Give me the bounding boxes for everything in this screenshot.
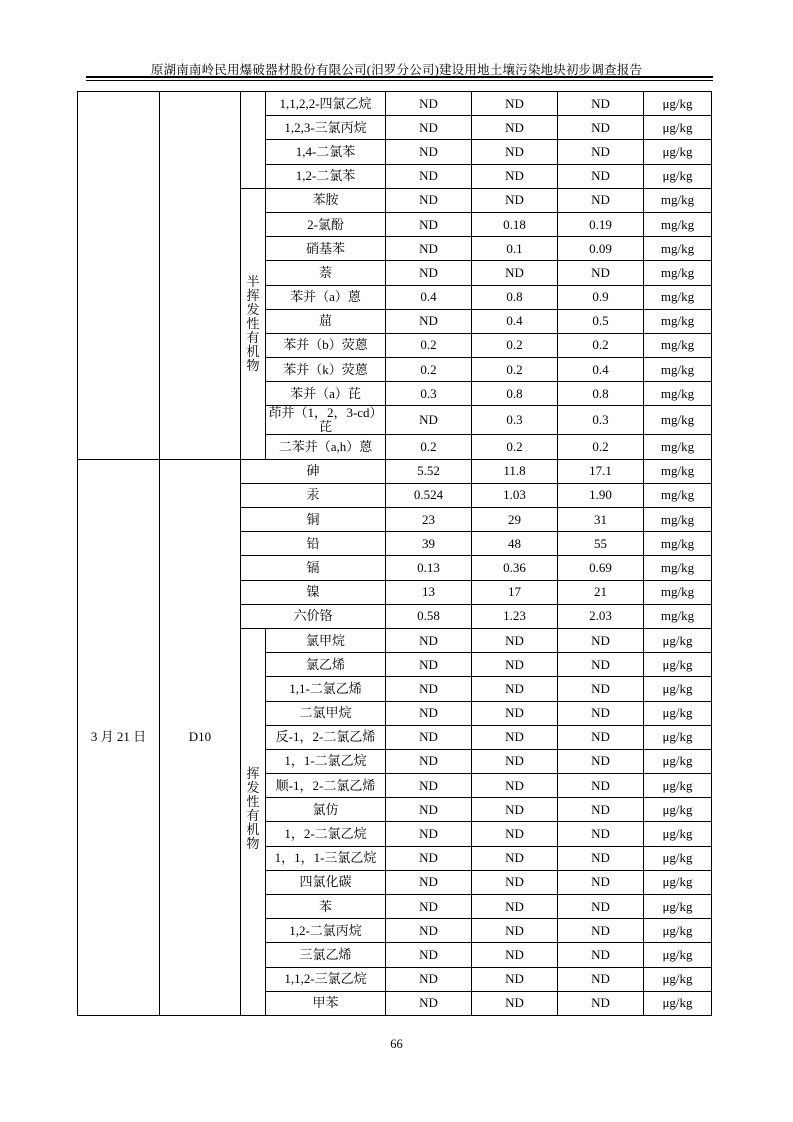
page-number: 66: [390, 1037, 403, 1051]
unit: mg/kg: [644, 435, 712, 459]
analyte-name: 镍: [241, 580, 386, 604]
header-rule-thin: [86, 80, 713, 81]
sample-value-2: 11.8: [472, 459, 558, 483]
sample-value-3: ND: [558, 991, 644, 1015]
analyte-name: 茚并（1，2，3-cd）芘: [266, 406, 386, 435]
sample-value-2: 0.2: [472, 358, 558, 382]
analyte-name: 二氯甲烷: [266, 701, 386, 725]
sample-value-3: ND: [558, 943, 644, 967]
point-cell: [160, 92, 241, 460]
category-label: 挥 发 性 有 机 物: [241, 628, 266, 1015]
sample-value-1: 0.58: [386, 604, 472, 628]
analyte-name: 六价铬: [241, 604, 386, 628]
sample-value-2: ND: [472, 967, 558, 991]
sample-value-1: ND: [386, 212, 472, 236]
sample-value-2: 0.2: [472, 333, 558, 357]
sample-value-1: ND: [386, 164, 472, 188]
sample-value-3: 0.19: [558, 212, 644, 236]
sample-value-1: ND: [386, 116, 472, 140]
unit: μg/kg: [644, 895, 712, 919]
unit: mg/kg: [644, 406, 712, 435]
analyte-name: 二苯并（a,h）蒽: [266, 435, 386, 459]
sample-value-3: ND: [558, 164, 644, 188]
analyte-name: 铅: [241, 532, 386, 556]
sample-value-3: 0.4: [558, 358, 644, 382]
sample-value-1: ND: [386, 919, 472, 943]
sample-value-3: 0.09: [558, 237, 644, 261]
unit: mg/kg: [644, 556, 712, 580]
sample-value-3: 0.2: [558, 333, 644, 357]
table-row: [78, 459, 712, 483]
category-label: 半 挥 发 性 有 机 物: [241, 188, 266, 459]
sample-value-2: 0.3: [472, 406, 558, 435]
unit: μg/kg: [644, 653, 712, 677]
sample-value-2: ND: [472, 846, 558, 870]
sample-value-1: ND: [386, 701, 472, 725]
sample-value-3: ND: [558, 749, 644, 773]
unit: μg/kg: [644, 725, 712, 749]
category-label: [241, 92, 266, 189]
analyte-name: 砷: [241, 459, 386, 483]
sample-value-2: ND: [472, 92, 558, 116]
sample-value-2: 0.8: [472, 382, 558, 406]
sample-value-2: ND: [472, 653, 558, 677]
analyte-name: 1，1-二氯乙烷: [266, 749, 386, 773]
sample-value-3: ND: [558, 116, 644, 140]
sample-value-1: ND: [386, 140, 472, 164]
sample-value-1: 5.52: [386, 459, 472, 483]
analyte-name: 苯并（a）芘: [266, 382, 386, 406]
analyte-name: 汞: [241, 483, 386, 507]
sample-value-3: ND: [558, 653, 644, 677]
sample-value-2: ND: [472, 822, 558, 846]
sample-value-1: ND: [386, 628, 472, 652]
sample-value-2: ND: [472, 261, 558, 285]
sample-value-3: 0.5: [558, 309, 644, 333]
sample-value-2: 0.18: [472, 212, 558, 236]
unit: mg/kg: [644, 237, 712, 261]
sample-value-1: 0.13: [386, 556, 472, 580]
sample-value-3: ND: [558, 628, 644, 652]
sample-value-1: 13: [386, 580, 472, 604]
analyte-name: 苯并（b）荧蒽: [266, 333, 386, 357]
sample-value-2: ND: [472, 870, 558, 894]
sample-value-2: ND: [472, 116, 558, 140]
analyte-name: 1,2,3-三氯丙烷: [266, 116, 386, 140]
sample-value-3: ND: [558, 140, 644, 164]
table-row: [78, 92, 712, 116]
soil-results-table: [77, 91, 712, 1016]
sample-value-1: ND: [386, 822, 472, 846]
unit: mg/kg: [644, 459, 712, 483]
sample-value-1: ND: [386, 943, 472, 967]
unit: mg/kg: [644, 285, 712, 309]
sample-value-3: ND: [558, 798, 644, 822]
unit: mg/kg: [644, 508, 712, 532]
analyte-name: 1,4-二氯苯: [266, 140, 386, 164]
sample-value-1: 0.2: [386, 358, 472, 382]
sample-value-1: 39: [386, 532, 472, 556]
date-cell: [78, 92, 160, 460]
unit: μg/kg: [644, 846, 712, 870]
analyte-name: 硝基苯: [266, 237, 386, 261]
sample-value-1: ND: [386, 749, 472, 773]
unit: μg/kg: [644, 798, 712, 822]
sample-value-1: 0.2: [386, 435, 472, 459]
sample-value-1: ND: [386, 991, 472, 1015]
analyte-name: 苯并（a）蒽: [266, 285, 386, 309]
sample-value-1: 0.524: [386, 483, 472, 507]
unit: μg/kg: [644, 92, 712, 116]
sample-value-3: 17.1: [558, 459, 644, 483]
sample-value-2: 29: [472, 508, 558, 532]
sample-value-3: ND: [558, 967, 644, 991]
sample-value-3: 31: [558, 508, 644, 532]
sample-value-2: ND: [472, 701, 558, 725]
analyte-name: 1，1，1-三氯乙烷: [266, 846, 386, 870]
sample-value-2: 0.8: [472, 285, 558, 309]
analyte-name: 镉: [241, 556, 386, 580]
analyte-name: 氯乙烯: [266, 653, 386, 677]
sample-value-2: 1.03: [472, 483, 558, 507]
sample-value-2: 0.36: [472, 556, 558, 580]
unit: μg/kg: [644, 140, 712, 164]
sample-value-3: ND: [558, 725, 644, 749]
unit: mg/kg: [644, 333, 712, 357]
sample-value-1: ND: [386, 967, 472, 991]
sample-value-3: ND: [558, 919, 644, 943]
unit: mg/kg: [644, 261, 712, 285]
sample-value-1: ND: [386, 725, 472, 749]
sample-value-1: ND: [386, 261, 472, 285]
sample-value-3: 21: [558, 580, 644, 604]
sample-value-2: ND: [472, 895, 558, 919]
analyte-name: 1,1-二氯乙烯: [266, 677, 386, 701]
sample-value-3: ND: [558, 188, 644, 212]
sample-value-2: ND: [472, 991, 558, 1015]
sample-value-1: 0.3: [386, 382, 472, 406]
unit: mg/kg: [644, 483, 712, 507]
unit: μg/kg: [644, 870, 712, 894]
sample-value-1: ND: [386, 237, 472, 261]
unit: μg/kg: [644, 164, 712, 188]
analyte-name: 四氯化碳: [266, 870, 386, 894]
sample-value-1: 23: [386, 508, 472, 532]
sample-value-3: ND: [558, 895, 644, 919]
unit: μg/kg: [644, 116, 712, 140]
unit: μg/kg: [644, 749, 712, 773]
unit: μg/kg: [644, 991, 712, 1015]
sample-value-2: ND: [472, 188, 558, 212]
sample-value-2: ND: [472, 774, 558, 798]
header-rule-thick: [86, 76, 713, 78]
analyte-name: 甲苯: [266, 991, 386, 1015]
unit: μg/kg: [644, 967, 712, 991]
unit: μg/kg: [644, 628, 712, 652]
unit: μg/kg: [644, 919, 712, 943]
sample-value-1: ND: [386, 895, 472, 919]
analyte-name: 1,1,2,2-四氯乙烷: [266, 92, 386, 116]
unit: mg/kg: [644, 309, 712, 333]
report-header: 原湖南南岭民用爆破器材股份有限公司(汨罗分公司)建设用地土壤污染地块初步调查报告: [150, 63, 643, 77]
sample-value-3: ND: [558, 822, 644, 846]
sample-value-2: 0.2: [472, 435, 558, 459]
unit: μg/kg: [644, 822, 712, 846]
sample-value-3: ND: [558, 261, 644, 285]
sample-value-3: 0.9: [558, 285, 644, 309]
analyte-name: 苯: [266, 895, 386, 919]
sample-value-3: 0.8: [558, 382, 644, 406]
sample-value-2: ND: [472, 677, 558, 701]
sample-value-3: 1.90: [558, 483, 644, 507]
analyte-name: 反-1，2-二氯乙烯: [266, 725, 386, 749]
sample-value-2: ND: [472, 943, 558, 967]
unit: mg/kg: [644, 604, 712, 628]
sample-value-2: 0.1: [472, 237, 558, 261]
sample-value-2: ND: [472, 140, 558, 164]
analyte-name: 顺-1，2-二氯乙烯: [266, 774, 386, 798]
analyte-name: 三氯乙烯: [266, 943, 386, 967]
sample-value-2: ND: [472, 725, 558, 749]
sample-value-1: ND: [386, 188, 472, 212]
sample-value-1: ND: [386, 92, 472, 116]
unit: μg/kg: [644, 774, 712, 798]
unit: μg/kg: [644, 943, 712, 967]
sample-value-1: ND: [386, 309, 472, 333]
sample-value-3: ND: [558, 870, 644, 894]
point-cell: D10: [160, 459, 241, 1015]
unit: mg/kg: [644, 382, 712, 406]
unit: μg/kg: [644, 701, 712, 725]
sample-value-1: ND: [386, 774, 472, 798]
sample-value-2: 1.23: [472, 604, 558, 628]
analyte-name: 1,2-二氯丙烷: [266, 919, 386, 943]
analyte-name: 1,1,2-三氯乙烷: [266, 967, 386, 991]
unit: mg/kg: [644, 358, 712, 382]
unit: mg/kg: [644, 212, 712, 236]
sample-value-2: 48: [472, 532, 558, 556]
sample-value-3: ND: [558, 92, 644, 116]
analyte-name: 䓛: [266, 309, 386, 333]
sample-value-2: ND: [472, 798, 558, 822]
sample-value-1: ND: [386, 870, 472, 894]
sample-value-2: ND: [472, 749, 558, 773]
sample-value-3: ND: [558, 677, 644, 701]
sample-value-3: ND: [558, 774, 644, 798]
sample-value-3: ND: [558, 846, 644, 870]
sample-value-3: 0.2: [558, 435, 644, 459]
sample-value-2: ND: [472, 628, 558, 652]
unit: mg/kg: [644, 532, 712, 556]
sample-value-3: 55: [558, 532, 644, 556]
unit: mg/kg: [644, 580, 712, 604]
sample-value-2: 0.4: [472, 309, 558, 333]
analyte-name: 1，2-二氯乙烷: [266, 822, 386, 846]
sample-value-2: 17: [472, 580, 558, 604]
date-cell: 3 月 21 日: [78, 459, 160, 1015]
analyte-name: 氯甲烷: [266, 628, 386, 652]
sample-value-1: 0.4: [386, 285, 472, 309]
unit: mg/kg: [644, 188, 712, 212]
sample-value-2: ND: [472, 919, 558, 943]
analyte-name: 2-氯酚: [266, 212, 386, 236]
analyte-name: 苯并（k）荧蒽: [266, 358, 386, 382]
analyte-name: 1,2-二氯苯: [266, 164, 386, 188]
sample-value-1: ND: [386, 653, 472, 677]
sample-value-3: 0.69: [558, 556, 644, 580]
analyte-name: 铜: [241, 508, 386, 532]
sample-value-1: ND: [386, 846, 472, 870]
sample-value-1: ND: [386, 406, 472, 435]
sample-value-3: 2.03: [558, 604, 644, 628]
sample-value-1: ND: [386, 798, 472, 822]
unit: μg/kg: [644, 677, 712, 701]
sample-value-3: 0.3: [558, 406, 644, 435]
analyte-name: 萘: [266, 261, 386, 285]
sample-value-1: 0.2: [386, 333, 472, 357]
analyte-name: 氯仿: [266, 798, 386, 822]
analyte-name: 苯胺: [266, 188, 386, 212]
sample-value-2: ND: [472, 164, 558, 188]
sample-value-3: ND: [558, 701, 644, 725]
sample-value-1: ND: [386, 677, 472, 701]
